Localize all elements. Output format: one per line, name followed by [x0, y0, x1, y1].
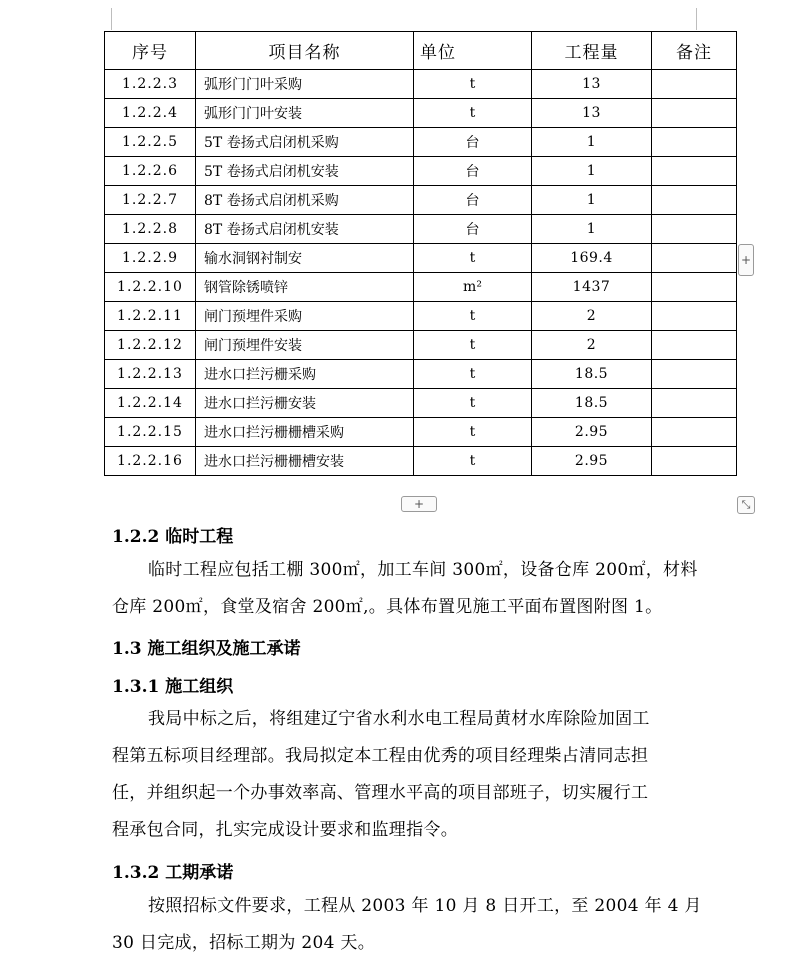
add-column-button[interactable]: + — [738, 244, 754, 276]
cell-no[interactable]: 1.2.2.6 — [105, 157, 196, 186]
table-row — [105, 418, 737, 447]
cell-name[interactable]: 闸门预埋件采购 — [196, 302, 414, 331]
cell-note[interactable] — [652, 418, 737, 447]
header-unit[interactable]: 单位 — [414, 32, 532, 70]
cell-qty[interactable]: 2.95 — [532, 447, 652, 476]
paragraph-line: 我局中标之后，将组建辽宁省水利水电工程局黄材水库除险加固工 — [148, 709, 650, 729]
table-row — [105, 157, 737, 186]
cell-unit[interactable]: 台 — [414, 215, 532, 244]
cell-name[interactable]: 8T 卷扬式启闭机安装 — [196, 215, 414, 244]
table-row — [105, 360, 737, 389]
paragraph-line: 程承包合同，扎实完成设计要求和监理指令。 — [112, 820, 458, 840]
margin-mark-right — [696, 8, 697, 30]
table-row — [105, 302, 737, 331]
add-row-button[interactable]: + — [401, 496, 437, 512]
header-name[interactable]: 项目名称 — [196, 32, 414, 70]
cell-qty[interactable]: 1 — [532, 186, 652, 215]
cell-unit[interactable]: 台 — [414, 157, 532, 186]
paragraph-line: 仓库 200㎡，食堂及宿舍 200㎡,。具体布置见施工平面布置图附图 1。 — [112, 597, 663, 617]
cell-note[interactable] — [652, 244, 737, 273]
cell-note[interactable] — [652, 273, 737, 302]
table-row — [105, 447, 737, 476]
cell-qty[interactable]: 13 — [532, 70, 652, 99]
cell-unit[interactable]: t — [414, 70, 532, 99]
cell-unit[interactable]: t — [414, 389, 532, 418]
cell-name[interactable]: 进水口拦污栅采购 — [196, 360, 414, 389]
header-note[interactable]: 备注 — [652, 32, 737, 70]
cell-note[interactable] — [652, 99, 737, 128]
cell-no[interactable]: 1.2.2.16 — [105, 447, 196, 476]
table-header-row — [105, 32, 737, 70]
cell-name[interactable]: 进水口拦污栅栅槽采购 — [196, 418, 414, 447]
cell-name[interactable]: 钢管除锈喷锌 — [196, 273, 414, 302]
cell-name[interactable]: 5T 卷扬式启闭机采购 — [196, 128, 414, 157]
cell-no[interactable]: 1.2.2.11 — [105, 302, 196, 331]
cell-note[interactable] — [652, 128, 737, 157]
cell-no[interactable]: 1.2.2.4 — [105, 99, 196, 128]
cell-note[interactable] — [652, 215, 737, 244]
table-row — [105, 389, 737, 418]
cell-name[interactable]: 弧形门门叶采购 — [196, 70, 414, 99]
table-row — [105, 99, 737, 128]
paragraph-line: 临时工程应包括工棚 300㎡，加工车间 300㎡，设备仓库 200㎡，材料 — [148, 560, 698, 580]
cell-name[interactable]: 5T 卷扬式启闭机安装 — [196, 157, 414, 186]
cell-unit[interactable]: t — [414, 244, 532, 273]
cell-qty[interactable]: 169.4 — [532, 244, 652, 273]
table-row — [105, 186, 737, 215]
cell-no[interactable]: 1.2.2.10 — [105, 273, 196, 302]
cell-note[interactable] — [652, 157, 737, 186]
cell-unit[interactable]: t — [414, 302, 532, 331]
cell-no[interactable]: 1.2.2.12 — [105, 331, 196, 360]
cell-no[interactable]: 1.2.2.13 — [105, 360, 196, 389]
cell-note[interactable] — [652, 186, 737, 215]
heading-1-3-1: 1.3.1 施工组织 — [112, 677, 234, 697]
cell-name[interactable]: 闸门预埋件安装 — [196, 331, 414, 360]
paragraph-line: 任，并组织起一个办事效率高、管理水平高的项目部班子，切实履行工 — [112, 783, 649, 803]
cell-no[interactable]: 1.2.2.3 — [105, 70, 196, 99]
cell-no[interactable]: 1.2.2.9 — [105, 244, 196, 273]
cell-qty[interactable]: 18.5 — [532, 389, 652, 418]
table-row — [105, 70, 737, 99]
cell-qty[interactable]: 18.5 — [532, 360, 652, 389]
cell-unit[interactable]: t — [414, 360, 532, 389]
cell-name[interactable]: 输水洞钢衬制安 — [196, 244, 414, 273]
cell-no[interactable]: 1.2.2.5 — [105, 128, 196, 157]
header-qty[interactable]: 工程量 — [532, 32, 652, 70]
cell-no[interactable]: 1.2.2.14 — [105, 389, 196, 418]
paragraph-line: 按照招标文件要求，工程从 2003 年 10 月 8 日开工，至 2004 年 4 月 — [148, 896, 702, 916]
cell-name[interactable]: 进水口拦污栅安装 — [196, 389, 414, 418]
cell-name[interactable]: 进水口拦污栅栅槽安装 — [196, 447, 414, 476]
table-row — [105, 128, 737, 157]
cell-qty[interactable]: 1 — [532, 215, 652, 244]
margin-mark-left — [111, 8, 112, 30]
cell-qty[interactable]: 1 — [532, 157, 652, 186]
heading-1-3: 1.3 施工组织及施工承诺 — [112, 639, 301, 659]
heading-1-2-2: 1.2.2 临时工程 — [112, 527, 234, 547]
cell-unit[interactable]: 台 — [414, 186, 532, 215]
paragraph-line: 程第五标项目经理部。我局拟定本工程由优秀的项目经理柴占清同志担 — [112, 746, 649, 766]
cell-unit[interactable]: t — [414, 331, 532, 360]
cell-note[interactable] — [652, 447, 737, 476]
table-row — [105, 273, 737, 302]
cell-unit[interactable]: t — [414, 99, 532, 128]
cell-note[interactable] — [652, 70, 737, 99]
cell-no[interactable]: 1.2.2.15 — [105, 418, 196, 447]
cell-note[interactable] — [652, 389, 737, 418]
cell-qty[interactable]: 2 — [532, 331, 652, 360]
cell-unit[interactable]: t — [414, 447, 532, 476]
cell-note[interactable] — [652, 360, 737, 389]
cell-unit[interactable]: t — [414, 418, 532, 447]
table-resize-handle[interactable]: ⤡ — [737, 496, 755, 514]
cell-name[interactable]: 8T 卷扬式启闭机采购 — [196, 186, 414, 215]
cell-qty[interactable]: 1437 — [532, 273, 652, 302]
paragraph-line: 30 日完成，招标工期为 204 天。 — [112, 933, 375, 953]
cell-qty[interactable]: 13 — [532, 99, 652, 128]
cell-qty[interactable]: 2 — [532, 302, 652, 331]
header-no[interactable]: 序号 — [105, 32, 196, 70]
quantity-table — [104, 31, 737, 476]
cell-note[interactable] — [652, 331, 737, 360]
heading-1-3-2: 1.3.2 工期承诺 — [112, 863, 234, 883]
cell-unit[interactable]: 台 — [414, 128, 532, 157]
table-row — [105, 215, 737, 244]
cell-unit[interactable]: m² — [414, 273, 532, 302]
cell-name[interactable]: 弧形门门叶安装 — [196, 99, 414, 128]
cell-note[interactable] — [652, 302, 737, 331]
cell-no[interactable]: 1.2.2.8 — [105, 215, 196, 244]
cell-no[interactable]: 1.2.2.7 — [105, 186, 196, 215]
cell-qty[interactable]: 1 — [532, 128, 652, 157]
cell-qty[interactable]: 2.95 — [532, 418, 652, 447]
table-row — [105, 244, 737, 273]
table-row — [105, 331, 737, 360]
